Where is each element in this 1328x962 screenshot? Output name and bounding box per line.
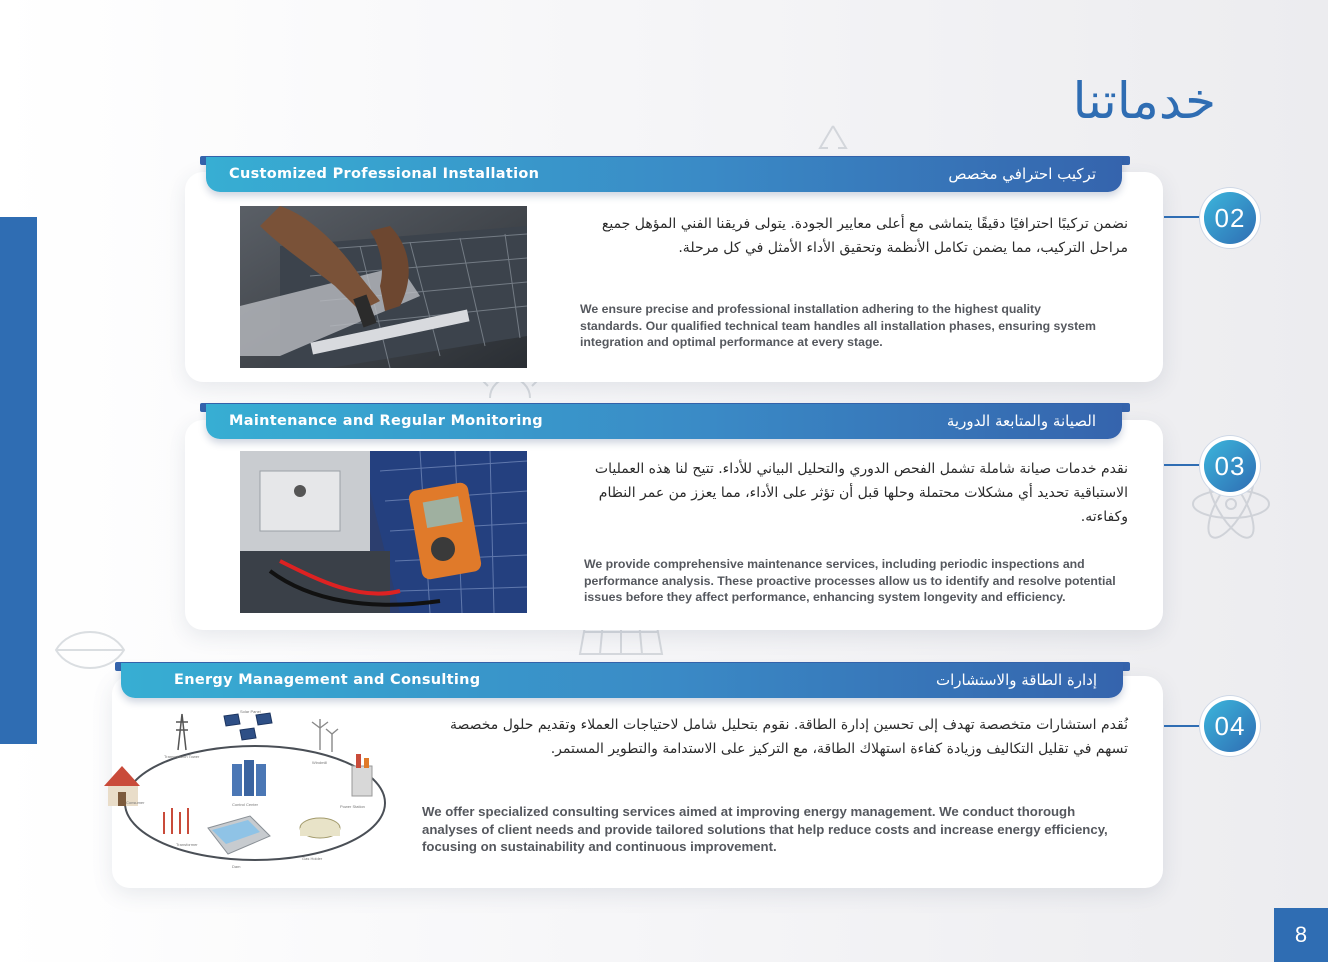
service-title-ar: الصيانة والمتابعة الدورية	[946, 412, 1096, 430]
page-title: خدماتنا	[1072, 72, 1216, 130]
diagram-label: Consumer	[126, 800, 145, 805]
diagram-label: Windmill	[312, 760, 328, 765]
energy-grid-diagram	[100, 708, 390, 873]
service-number-badge: 02	[1204, 192, 1256, 244]
service-body-en: We ensure precise and professional installation adhering to the highest quality standards. Our qualified technical team handles all installation phases, ensuring system integration and optimal performance at every stage.	[580, 302, 1096, 349]
diagram-label: Gas Holder	[302, 856, 323, 861]
service-body-en: We offer specialized consulting services aimed at improving energy management. We conduct thorough analyses of client needs and provide tailored solutions that help reduce costs and increase energy efficiency, focusing on sustainability and continuous improvement.	[422, 804, 1108, 854]
service-banner	[206, 157, 1122, 192]
service-number-badge: 03	[1204, 440, 1256, 492]
diagram-label: Control Center	[232, 802, 259, 807]
service-title-ar: تركيب احترافي مخصص	[948, 165, 1096, 183]
service-body-ar: نُقدم استشارات متخصصة تهدف إلى تحسين إدارة الطاقة. نقوم بتحليل شامل لاحتياجات العملاء وتقديم حلول مخصصة تسهم في تقليل التكاليف وزيادة كفاءة استهلاك الطاقة، مع التركيز على الاستدامة والتطوير المستمر.	[449, 717, 1128, 757]
diagram-label: Transformer	[176, 842, 198, 847]
diagram-label: Dam	[232, 864, 241, 869]
page-number: 8	[1274, 908, 1328, 962]
service-number-badge: 04	[1204, 700, 1256, 752]
installation-photo	[240, 206, 527, 368]
maintenance-photo	[240, 451, 527, 613]
service-banner	[206, 404, 1122, 439]
service-body-ar: نضمن تركيبًا احترافيًا دقيقًا يتماشى مع أعلى معايير الجودة. يتولى فريقنا الفني المؤهل جميع مراحل التركيب، مما يضمن تكامل الأنظمة وتحقيق الأداء الأمثل في كل مرحلة.	[601, 216, 1128, 256]
service-title-en: Customized Professional Installation	[229, 166, 540, 182]
service-banner	[121, 663, 1123, 698]
left-accent-bar	[0, 217, 37, 744]
service-title-en: Energy Management and Consulting	[174, 672, 481, 688]
service-title-ar: إدارة الطاقة والاستشارات	[935, 671, 1097, 689]
leaf-icon	[50, 620, 130, 680]
service-body-en: We provide comprehensive maintenance services, including periodic inspections and performance analysis. These proactive processes allow us to identify and resolve potential issues before they affect performance, enhancing system longevity and efficiency.	[584, 557, 1116, 604]
service-body-ar: نقدم خدمات صيانة شاملة تشمل الفحص الدوري والتحليل البياني للأداء. تتيح لنا هذه العمليات الاستباقية تحديد أي مشكلات محتملة وحلها قبل أن تؤثر على الأداء، مما يعزز من عمر النظام وكفاءته.	[594, 461, 1128, 525]
diagram-label: Transmission Tower	[164, 754, 200, 759]
diagram-label: Solar Panel	[240, 709, 261, 714]
service-title-en: Maintenance and Regular Monitoring	[229, 413, 543, 429]
diagram-label: Power Station	[340, 804, 365, 809]
